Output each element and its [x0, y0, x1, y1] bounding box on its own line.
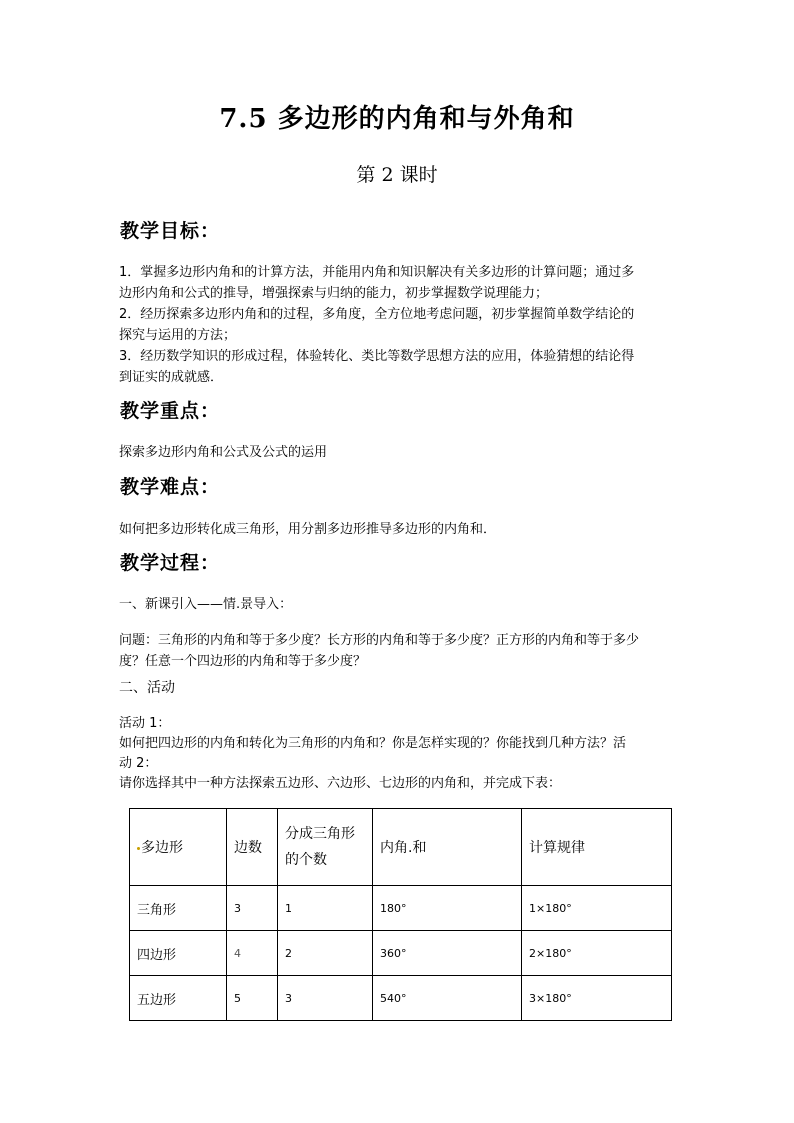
page-title: 7.5 多边形的内角和与外角和 [219, 104, 575, 134]
objectives-line: 3．经历数学知识的形成过程，体验转化、类比等数学思想方法的应用，体验猜想的结论得 [119, 349, 635, 364]
objectives-line: 到证实的成就感． [119, 370, 224, 385]
cell-triangles: 3 [278, 976, 373, 1021]
polygon-angle-table [129, 808, 672, 1021]
objectives-line: 边形内角和公式的推导，增强探索与归纳的能力，初步掌握数学说理能力； [119, 286, 549, 301]
cell-polygon: 三角形 [130, 886, 227, 931]
objectives-line: 探究与运用的方法； [119, 328, 237, 343]
activity-line: 动 2： [119, 756, 158, 771]
cell-angle-sum: 360° [373, 931, 522, 976]
header-polygon: 多边形 [130, 809, 227, 886]
cell-triangles: 2 [278, 931, 373, 976]
cell-polygon: 五边形 [130, 976, 227, 1021]
cell-sides: 5 [227, 976, 278, 1021]
cell-rule: 3×180° [522, 976, 672, 1021]
cell-polygon: 四边形 [130, 931, 227, 976]
table-row [130, 976, 672, 1021]
cell-sides: 3 [227, 886, 278, 931]
section-intro-title: 一、新课引入——情.景导入： [119, 597, 293, 612]
table-row [130, 886, 672, 931]
question-text [119, 630, 679, 672]
activity-line: 活动 1： [119, 716, 171, 731]
focus-text: 探索多边形内角和公式及公式的运用 [119, 445, 328, 460]
difficulty-heading: 教学难点： [120, 476, 221, 498]
question-line: 度？任意一个四边形的内角和等于多少度？ [119, 654, 367, 669]
process-heading: 教学过程： [120, 552, 221, 574]
question-line: 问题：三角形的内角和等于多少度？长方形的内角和等于多少度？正方形的内角和等于多少 [119, 633, 640, 648]
objectives-line: 2．经历探索多边形内角和的过程，多角度，全方位地考虑问题，初步掌握简单数学结论的 [119, 307, 635, 322]
cell-rule: 1×180° [522, 886, 672, 931]
cell-rule: 2×180° [522, 931, 672, 976]
objectives-line: 1．掌握多边形内角和的计算方法，并能用内角和知识解决有关多边形的计算问题；通过多 [119, 265, 635, 280]
objectives-text [119, 262, 679, 388]
header-angle-sum: 内角.和 [373, 809, 522, 886]
objectives-heading: 教学目标： [120, 220, 221, 242]
activity-line: 请你选择其中一种方法探索五边形、六边形、七边形的内角和，并完成下表： [119, 776, 562, 791]
cell-triangles: 1 [278, 886, 373, 931]
focus-heading: 教学重点： [120, 400, 221, 422]
table-row [130, 931, 672, 976]
bullet-dot [137, 847, 140, 850]
header-sides: 边数 [227, 809, 278, 886]
page-subtitle: 第 2 课时 [356, 164, 438, 186]
cell-angle-sum: 180° [373, 886, 522, 931]
cell-angle-sum: 540° [373, 976, 522, 1021]
header-triangles: 分成三角形 的个数 [278, 809, 373, 886]
cell-sides: 4 [227, 931, 278, 976]
difficulty-text: 如何把多边形转化成三角形，用分割多边形推导多边形的内角和． [119, 522, 497, 537]
header-rule: 计算规律 [522, 809, 672, 886]
table-header-row [130, 809, 672, 886]
section-activity-title: 二、活动 [119, 680, 175, 696]
activity-text [119, 714, 679, 794]
activity-line: 如何把四边形的内角和转化为三角形的内角和？你是怎样实现的？你能找到几种方法？活 [119, 736, 627, 751]
